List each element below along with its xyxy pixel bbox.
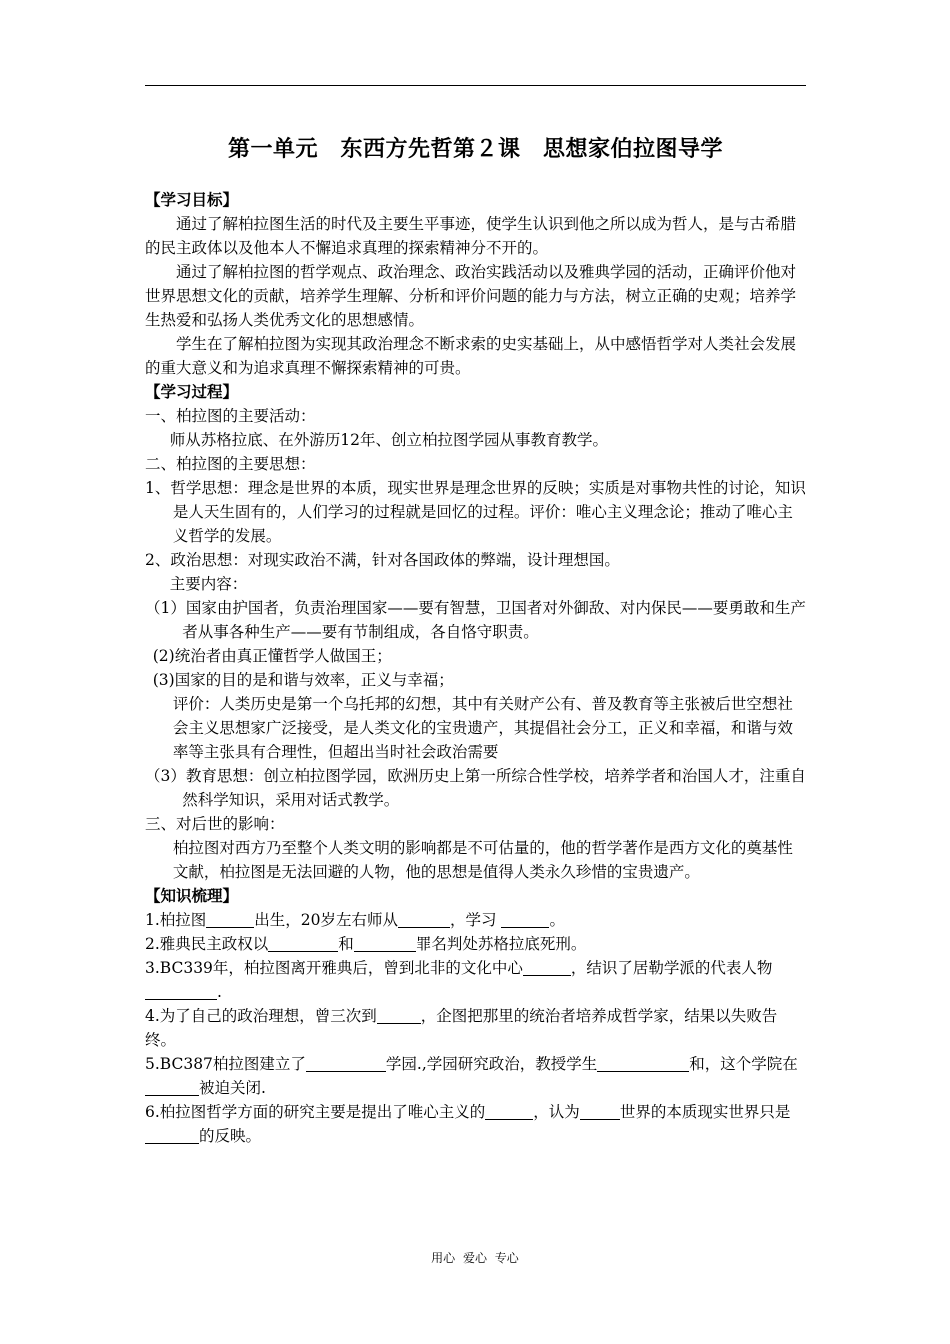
q2-text-c: 罪名判处苏格拉底死刑。 bbox=[415, 935, 587, 953]
page-title: 第一单元 东西方先哲第２课 思想家伯拉图导学 bbox=[227, 137, 723, 162]
answer-blank[interactable] bbox=[354, 935, 416, 952]
review-question-6 bbox=[145, 1100, 806, 1148]
answer-blank[interactable] bbox=[523, 959, 571, 976]
q6-text-a: 6.柏拉图哲学方面的研究主要是提出了唯心主义的 bbox=[145, 1103, 486, 1121]
answer-blank[interactable] bbox=[597, 1055, 689, 1072]
q3-text-c: . bbox=[217, 983, 222, 1001]
q5-text-a: 5.BC387柏拉图建立了 bbox=[145, 1055, 306, 1073]
answer-blank[interactable] bbox=[145, 1079, 199, 1096]
q5-text-d: 被迫关闭. bbox=[199, 1079, 266, 1097]
q1-text-b: 出生，20岁左右师从 bbox=[254, 911, 399, 929]
philosophy-paragraph: 1、哲学思想：理念是世界的本质，现实世界是理念世界的反映；实质是对事物共性的讨论，知识是人天生固有的，人们学习的过程就是回忆的过程。评价：唯心主义理念论；推动了唯心主义哲学的发展。 bbox=[145, 479, 806, 545]
section-3-heading: 三、对后世的影响： bbox=[145, 815, 285, 833]
q4-text-b: ，企图把那里的统治者培养成哲学家，结果以失败告终。 bbox=[145, 1007, 778, 1049]
answer-blank[interactable] bbox=[145, 983, 217, 1000]
q6-text-b: ，认为 bbox=[533, 1103, 580, 1121]
q3-text-b: ，结识了居勒学派的代表人物 bbox=[570, 959, 773, 977]
review-question-5 bbox=[145, 1052, 806, 1100]
answer-blank[interactable] bbox=[580, 1103, 620, 1120]
answer-blank[interactable] bbox=[206, 911, 254, 928]
section-2-heading: 二、柏拉图的主要思想： bbox=[145, 455, 316, 473]
page-footer: 用心 爱心 专心 bbox=[431, 1251, 519, 1265]
q3-text-a: 3.BC339年，柏拉图离开雅典后，曾到北非的文化中心 bbox=[145, 959, 523, 977]
q6-text-d: 的反映。 bbox=[199, 1127, 262, 1145]
process-heading: 【学习过程】 bbox=[145, 382, 239, 401]
q1-text-c: ，学习 bbox=[450, 911, 502, 929]
q2-text-b: 和 bbox=[338, 935, 354, 953]
answer-blank[interactable] bbox=[377, 1007, 421, 1024]
goals-paragraph-3: 学生在了解柏拉图为实现其政治理念不断求索的史实基础上，从中感悟哲学对人类社会发展的重大意义和为追求真理不懈探索精神的可贵。 bbox=[145, 335, 797, 377]
review-question-1 bbox=[145, 908, 806, 932]
answer-blank[interactable] bbox=[306, 1055, 386, 1072]
education-paragraph: （3）教育思想：创立柏拉图学园，欧洲历史上第一所综合性学校，培养学者和治国人才，注重自然科学知识，采用对话式教学。 bbox=[145, 767, 806, 809]
document-body bbox=[145, 188, 806, 1148]
review-question-4 bbox=[145, 1004, 806, 1052]
q1-text-d: 。 bbox=[549, 911, 565, 929]
section-1-heading: 一、柏拉图的主要活动： bbox=[145, 407, 316, 425]
politics-main-label: 主要内容： bbox=[169, 575, 248, 593]
q4-text-a: 4.为了自己的政治理想，曾三次到 bbox=[145, 1007, 377, 1025]
politics-item-1: （1）国家由护国者，负责治理国家——要有智慧，卫国者对外御敌、对内保民——要勇敢和生产者从事各种生产——要有节制组成，各自恪守职责。 bbox=[145, 599, 806, 641]
q2-text-a: 2.雅典民主政权以 bbox=[145, 935, 269, 953]
politics-evaluation: 评价：人类历史是第一个乌托邦的幻想，其中有关财产公有、普及教育等主张被后世空想社会主义思想家广泛接受，是人类文化的宝贵遗产，其提倡社会分工，正义和幸福，和谐与效率等主张具有合理性，但超出当时社会政治需要 bbox=[172, 695, 793, 761]
review-question-3 bbox=[145, 956, 806, 1004]
q6-text-c: 世界的本质现实世界只是 bbox=[619, 1103, 791, 1121]
politics-paragraph: 2、政治思想：对现实政治不满，针对各国政体的弊端，设计理想国。 bbox=[145, 551, 620, 569]
review-heading: 【知识梳理】 bbox=[145, 886, 239, 905]
goals-paragraph-1: 通过了解柏拉图生活的时代及主要生平事迹，使学生认识到他之所以成为哲人，是与古希腊的民主政体以及他本人不懈追求真理的探索精神分不开的。 bbox=[145, 215, 797, 257]
goals-heading: 【学习目标】 bbox=[145, 190, 239, 209]
answer-blank[interactable] bbox=[398, 911, 450, 928]
q1-text-a: 1.柏拉图 bbox=[145, 911, 207, 929]
section-1-text: 师从苏格拉底、在外游历12年、创立柏拉图学园从事教育教学。 bbox=[169, 431, 609, 449]
section-3-text: 柏拉图对西方乃至整个人类文明的影响都是不可估量的，他的哲学著作是西方文化的奠基性文献，柏拉图是无法回避的人物，他的思想是值得人类永久珍惜的宝贵遗产。 bbox=[172, 839, 793, 881]
answer-blank[interactable] bbox=[501, 911, 549, 928]
answer-blank[interactable] bbox=[268, 935, 338, 952]
politics-item-2: (2)统治者由真正懂哲学人做国王； bbox=[152, 647, 392, 665]
review-question-2 bbox=[145, 932, 806, 956]
goals-paragraph-2: 通过了解柏拉图的哲学观点、政治理念、政治实践活动以及雅典学园的活动，正确评价他对世界思想文化的贡献，培养学生理解、分析和评价问题的能力与方法，树立正确的史观；培养学生热爱和弘扬人类优秀文化的思想感情。 bbox=[145, 263, 797, 329]
header-rule bbox=[145, 85, 806, 86]
politics-item-3: (3)国家的目的是和谐与效率，正义与幸福； bbox=[152, 671, 454, 689]
q5-text-b: 学园.,学园研究政治，教授学生 bbox=[385, 1055, 598, 1073]
answer-blank[interactable] bbox=[145, 1127, 199, 1144]
q5-text-c: 和，这个学院在 bbox=[689, 1055, 798, 1073]
answer-blank[interactable] bbox=[485, 1103, 533, 1120]
